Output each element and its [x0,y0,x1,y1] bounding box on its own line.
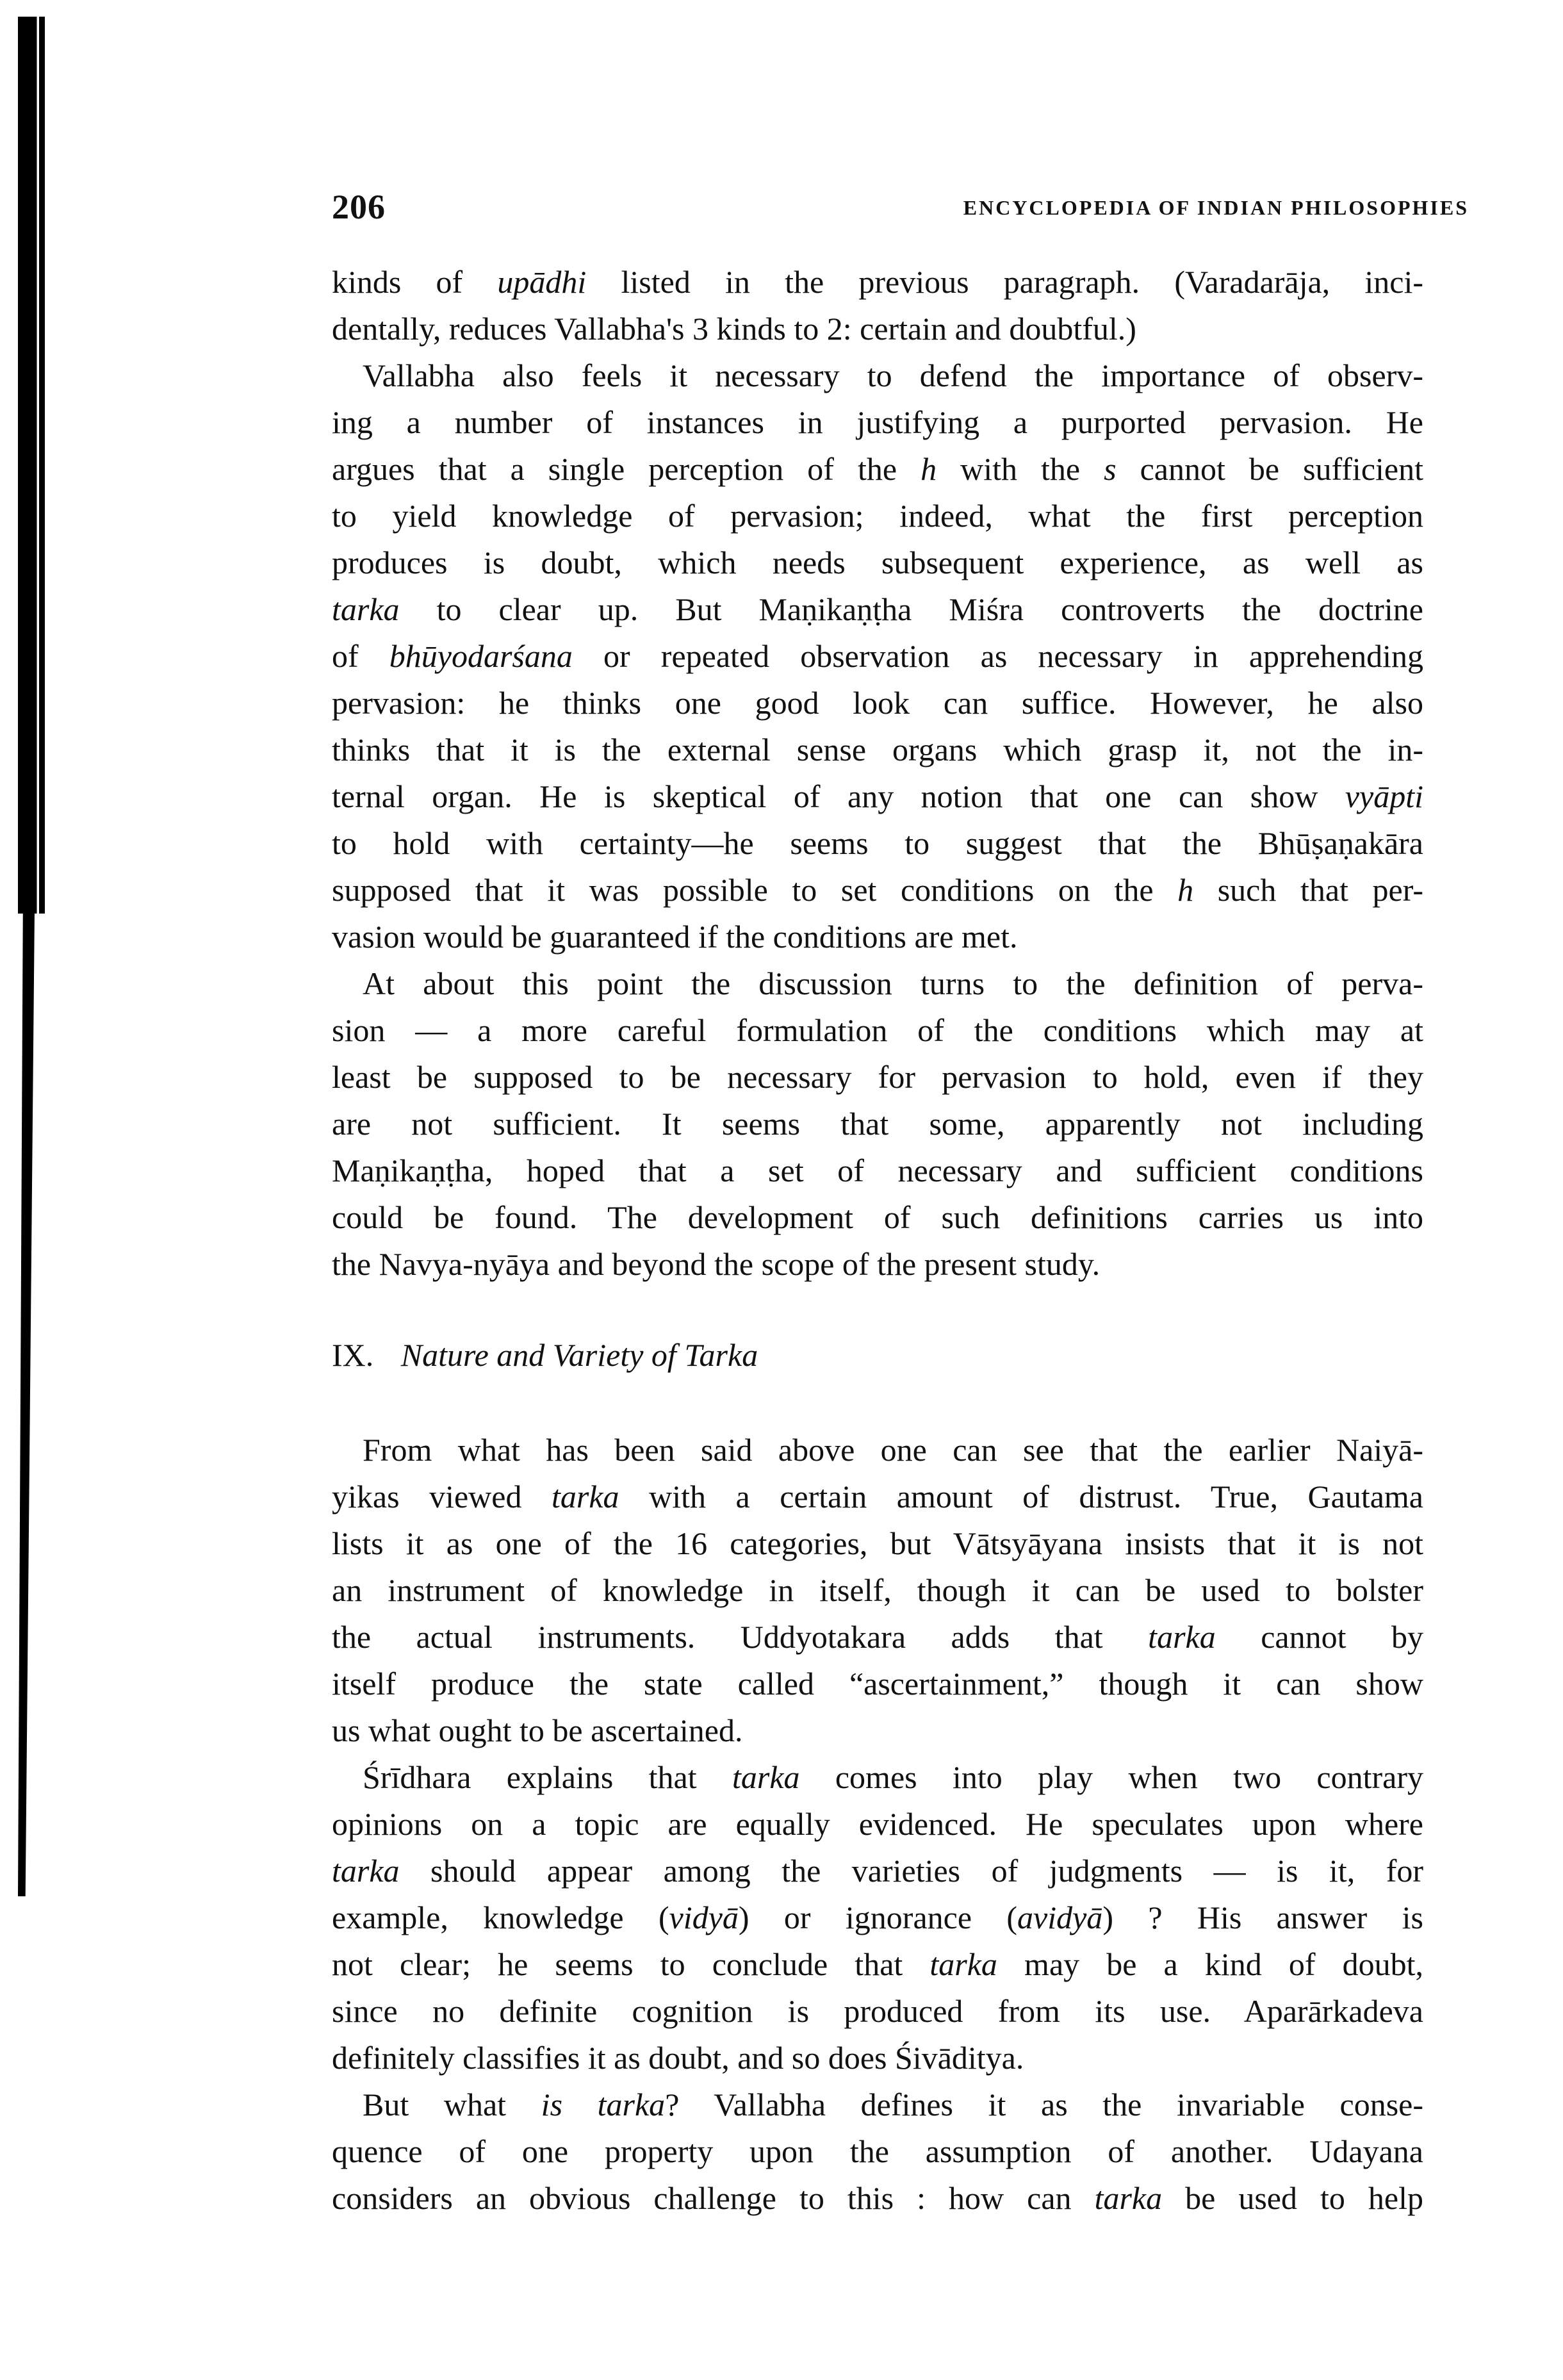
section-title: Nature and Variety of Tarka [400,1337,758,1373]
text-run: to clear up. But Maṇikaṇṭha Miśra controverts the doctrine [399,591,1423,627]
text-run: may be a kind of doubt, [997,1946,1423,1982]
text-run: since no definite cognition is produced from its use. Aparārkadeva [332,1993,1423,2029]
text-run: argues that a single perception of the [332,451,921,487]
text-run: such that per- [1193,872,1423,908]
text-line [332,1851,1423,1890]
text-run: cannot be sufficient [1116,451,1423,487]
text-run: sion — a more careful formulation of the conditions which may at [332,1012,1423,1048]
text-line [363,964,1423,1003]
text-run: ing a number of instances in justifying a purported pervasion. He [332,404,1423,440]
text-line [332,590,1423,628]
text-line [332,1898,1423,1937]
text-line [332,1618,1423,1656]
text-run: vasion would be guaranteed if the conditions are met. [332,919,1018,955]
text-line [332,684,1423,722]
italic-term: tarka [332,591,400,627]
scan-binding-shadow [18,17,45,914]
italic-term: s [1104,451,1117,487]
text-run: the Navya-nyāya and beyond the scope of the present study. [332,1246,1101,1282]
italic-term: bhūyodarśana [389,638,573,674]
text-line [363,2085,1423,2124]
text-run: produces is doubt, which needs subsequent experience, as well as [332,545,1423,580]
text-run: Maṇikaṇṭha, hoped that a set of necessary and sufficient conditions [332,1153,1423,1188]
text-line [332,309,1423,348]
text-run: definitely classifies it as doubt, and so does Śivāditya. [332,2040,1024,2076]
text-run: cannot by [1215,1619,1424,1655]
text-line [332,824,1423,862]
text-line [332,1664,1423,1703]
text-line [332,1571,1423,1609]
text-run: could be found. The development of such definitions carries us into [332,1199,1423,1235]
text-run: considers an obvious challenge to this : how can [332,2180,1095,2216]
text-line [332,1524,1423,1563]
text-run: ) or ignorance ( [738,1900,1018,1935]
text-run: with the [937,451,1104,487]
italic-term: h [1177,872,1194,908]
scan-binding-shadow-lower [18,910,35,1896]
italic-term: h [921,451,937,487]
text-line [332,1805,1423,1843]
running-title: ENCYCLOPEDIA OF INDIAN PHILOSOPHIES [963,196,1469,219]
text-line [332,777,1423,816]
text-line [332,730,1423,769]
text-run: ? Vallabha defines it as the invariable conse- [665,2087,1423,2122]
text-line [332,1245,1423,1283]
italic-term: tarka [1094,2180,1163,2216]
text-line [332,497,1423,535]
text-run: comes into play when two contrary [799,1759,1423,1795]
page-number: 206 [332,188,386,226]
text-line [332,1992,1423,2030]
text-line [332,450,1423,488]
text-run: dentally, reduces Vallabha's 3 kinds to 2: certain and doubtful.) [332,311,1136,347]
text-run: supposed that it was possible to set conditions on the [332,872,1178,908]
italic-term: avidyā [1017,1900,1103,1935]
text-run: us what ought to be ascertained. [332,1712,743,1748]
text-run: be used to help [1162,2180,1423,2216]
text-line [332,1151,1423,1190]
text-run: thinks that it is the external sense organs which grasp it, not the in- [332,732,1423,767]
text-line [332,403,1423,441]
text-line [332,1011,1423,1049]
text-line [332,1058,1423,1096]
text-run: listed in the previous paragraph. (Varadarāja, inci- [586,264,1424,300]
text-line [332,1198,1423,1236]
text-run: of [332,638,389,674]
text-run: opinions on a topic are equally evidenced. He speculates upon where [332,1806,1423,1842]
text-run: At about this point the discussion turns to the definition of perva- [363,965,1423,1001]
text-run: should appear among the varieties of judgments — is it, for [399,1853,1423,1889]
text-run: Vallabha also feels it necessary to defend the importance of observ- [363,357,1423,393]
text-run: ternal organ. He is skeptical of any notion that one can show [332,778,1345,814]
text-run: example, knowledge ( [332,1900,669,1935]
text-line [363,1758,1423,1796]
text-run: lists it as one of the 16 categories, but Vātsyāyana insists that it is not [332,1525,1423,1561]
text-run: an instrument of knowledge in itself, though it can be used to bolster [332,1572,1423,1608]
text-run: But what [363,2087,541,2122]
text-line [363,1431,1423,1469]
section-heading [332,1336,758,1374]
text-line [363,356,1423,395]
text-run: kinds of [332,264,498,300]
running-head [332,187,1469,226]
italic-term: tarka [929,1946,997,1982]
text-run: not clear; he seems to conclude that [332,1946,930,1982]
italic-term: is tarka [541,2087,666,2122]
text-line [332,1945,1423,1983]
text-run: to yield knowledge of pervasion; indeed, what the first perception [332,498,1423,534]
italic-term: tarka [732,1759,800,1795]
text-run: From what has been said above one can see that the earlier Naiyā- [363,1432,1423,1468]
text-run: least be supposed to be necessary for pervasion to hold, even if they [332,1059,1423,1095]
text-run: with a certain amount of distrust. True, Gautama [619,1479,1423,1514]
text-run: the actual instruments. Uddyotakara adds that [332,1619,1149,1655]
text-run: pervasion: he thinks one good look can suffice. However, he also [332,685,1423,721]
text-line [332,2179,1423,2217]
text-line [332,2132,1423,2171]
text-run: Śrīdhara explains that [363,1759,732,1795]
text-run: itself produce the state called “ascertainment,” though it can show [332,1666,1423,1702]
italic-term: vyāpti [1345,778,1423,814]
text-run: are not sufficient. It seems that some, apparently not including [332,1106,1423,1142]
text-line [332,543,1423,582]
italic-term: vidyā [669,1900,739,1935]
text-run: ) ? His answer is [1102,1900,1423,1935]
text-run: to hold with certainty—he seems to suggest that the Bhūṣaṇakāra [332,825,1423,861]
text-line [332,2039,1423,2077]
text-line [332,1711,1423,1750]
italic-term: tarka [552,1479,619,1514]
text-run: or repeated observation as necessary in apprehending [572,638,1423,674]
italic-term: tarka [332,1853,400,1889]
italic-term: tarka [1148,1619,1216,1655]
section-number: IX. [332,1337,374,1373]
text-line [332,1104,1423,1143]
text-run: yikas viewed [332,1479,552,1514]
text-line [332,637,1423,675]
text-line [332,263,1423,301]
text-line [332,871,1423,909]
text-line [332,1477,1423,1516]
text-run: quence of one property upon the assumption of another. Udayana [332,2133,1423,2169]
italic-term: upādhi [497,264,587,300]
text-line [332,917,1423,956]
